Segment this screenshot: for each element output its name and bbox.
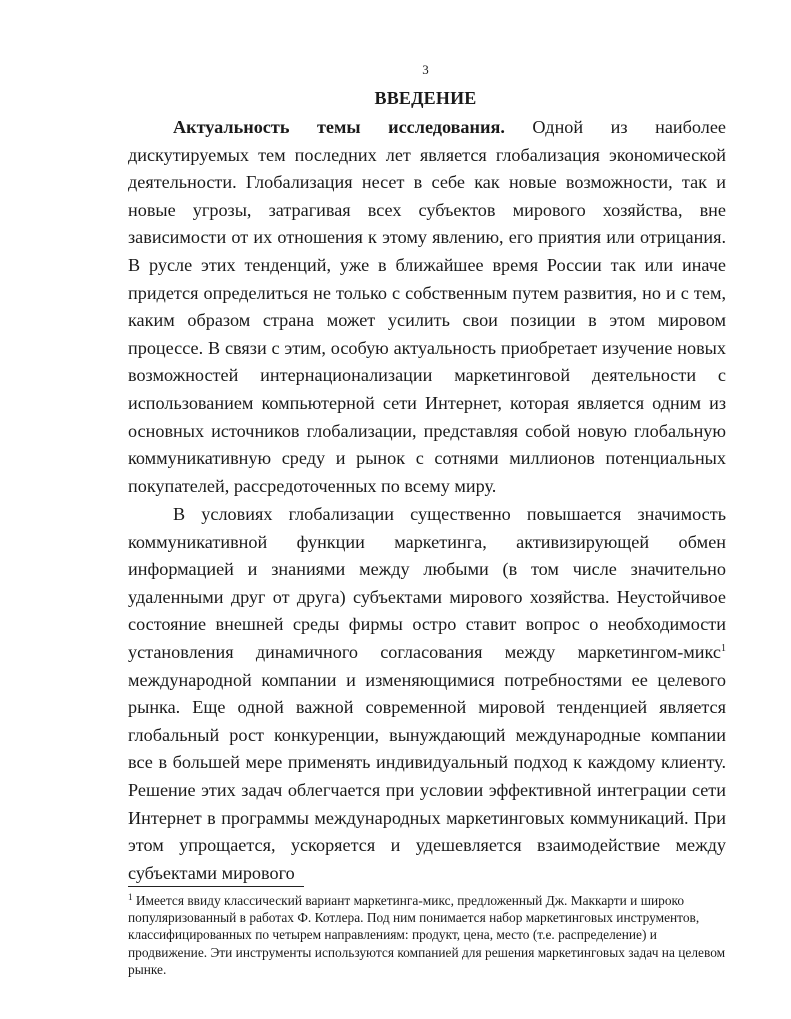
- footnote-text: Имеется ввиду классический вариант маркетинга-микс, предложенный Дж. Маккарти и широко популяризованный в работах Ф. Котлера. Под ним понимается набор маркетинговых инструментов, классифицированных по четырем направлениям: продукт, цена, место (т.е. распределение) и продвижение. Эти инструменты используются компанией для решения маркетинговых задач на целевом рынке.: [128, 893, 726, 977]
- footnote: [128, 892, 728, 978]
- page-title: ВВЕДЕНИЕ: [374, 88, 477, 108]
- paragraph-text: В условиях глобализации существенно повышается значимость коммуникативной функции маркетинга, активизирующей обмен информацией и знаниями между любыми (в том числе значительно удаленными друг от друга) субъектами мирового хозяйства. Неустойчивое состояние внешней среды фирмы остро ставит вопрос о необходимости установления динамичного согласования между маркетингом-микс: [128, 504, 726, 662]
- paragraph-text: международной компании и изменяющимися потребностями ее целевого рынка. Еще одной важной современной мировой тенденцией является глобальный рост конкуренции, вынуждающий международные компании все в большей мере применять индивидуальный подход к каждому клиенту. Решение этих задач облегчается при условии эффективной интеграции сети Интернет в программы международных маркетинговых коммуникаций. При этом упрощается, ускоряется и удешевляется взаимодействие между субъектами мирового: [128, 669, 726, 883]
- paragraph-text: Одной из наиболее дискутируемых тем последних лет является глобализация экономической деятельности. Глобализация несет в себе как новые возможности, так и новые угрозы, затрагивая всех субъектов мирового хозяйства, вне зависимости от их отношения к этому явлению, его приятия или отрицания. В русле этих тенденций, уже в ближайшее время России так или иначе придется определиться не только с собственным путем развития, но и с тем, каким образом страна может усилить свои позиции в этом мировом процессе. В связи с этим, особую актуальность приобретает изучение новых возможностей интернационализации маркетинговой деятельности с использованием компьютерной сети Интернет, которая является одним из основных источников глобализации, представляя собой новую глобальную коммуникативную среду и рынок с сотнями миллионов потенциальных покупателей, рассредоточенных по всему миру.: [128, 117, 726, 496]
- footnote-marker: 1: [128, 892, 133, 902]
- footnote-separator: [128, 886, 304, 887]
- paragraph-relevance: [128, 114, 726, 500]
- paragraph-lead-heading: Актуальность темы исследования.: [173, 117, 505, 137]
- page-number: 3: [422, 62, 429, 77]
- footnote-reference[interactable]: 1: [721, 642, 726, 654]
- paragraph-globalization: [128, 501, 726, 887]
